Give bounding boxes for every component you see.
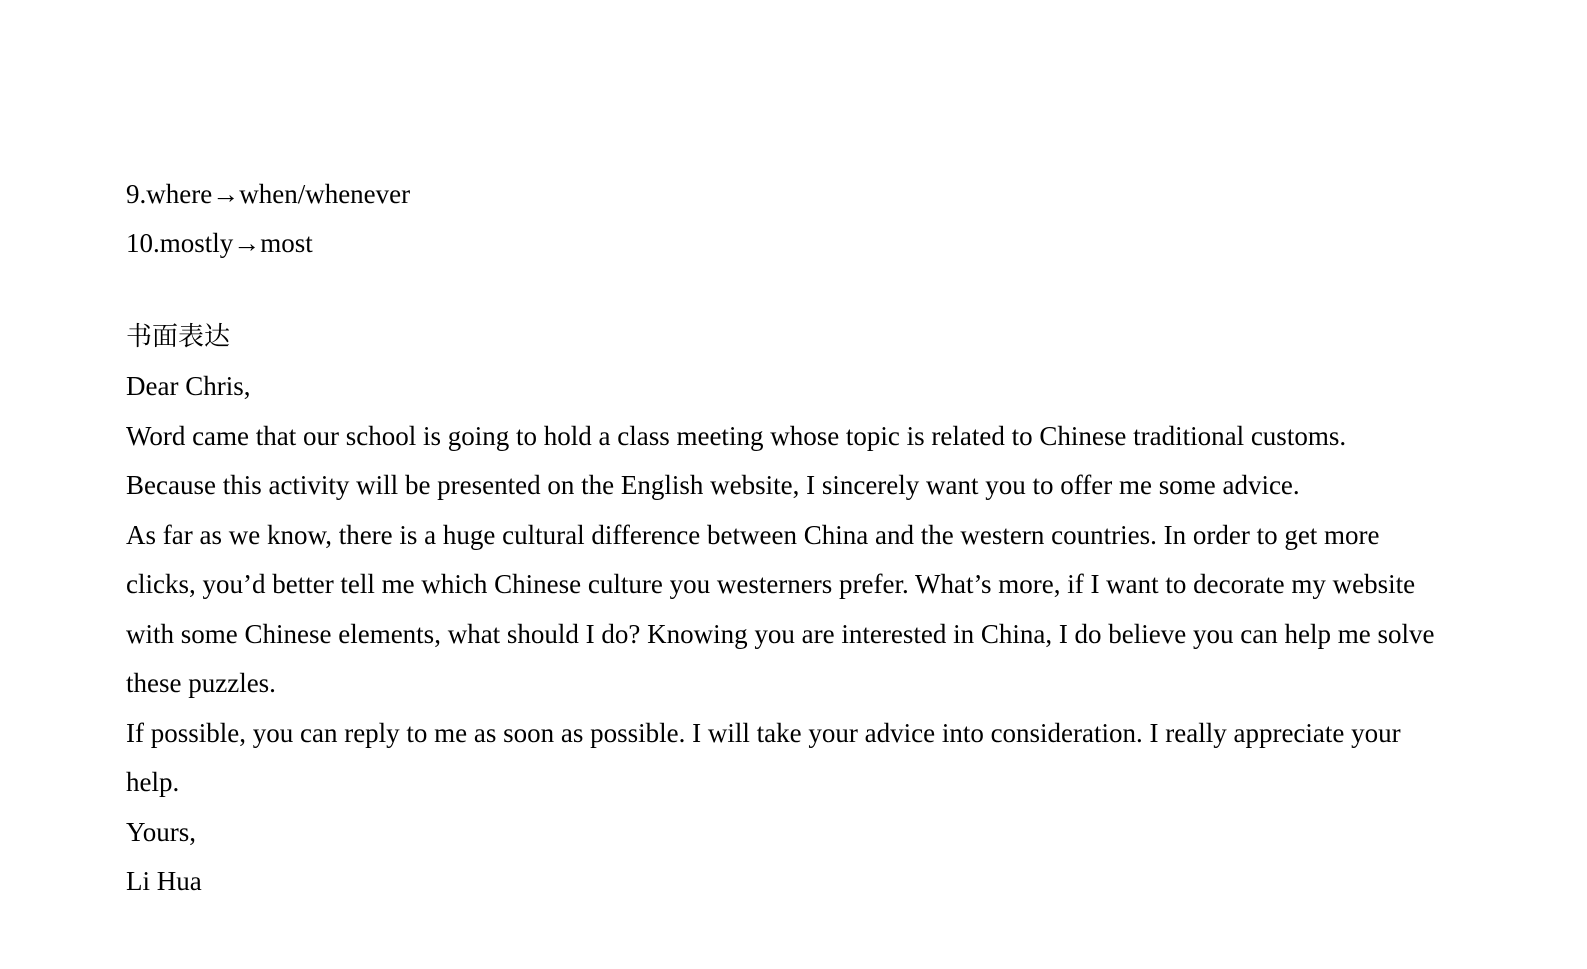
letter-paragraph-3: As far as we know, there is a huge cultural difference between China and the western countries. In order to get more clicks, you’d better tell me which Chinese culture you westerners prefer. What’s more, if I want to decorate my website with some Chinese elements, what should I do? Knowing you are interested in China, I do believe you can help me solve these puzzles. bbox=[126, 519, 1435, 698]
correction-item-9: 9.where→when/whenever bbox=[126, 179, 411, 209]
correction-list bbox=[126, 170, 1467, 268]
letter-salutation: Dear Chris, bbox=[126, 371, 251, 401]
letter-paragraph-4: If possible, you can reply to me as soon as possible. I will take your advice into consideration. I really appreciate your help. bbox=[126, 717, 1401, 797]
letter-paragraph-1: Word came that our school is going to hold a class meeting whose topic is related to Chinese traditional customs. bbox=[126, 420, 1347, 451]
letter-paragraph-2: Because this activity will be presented on the English website, I sincerely want you to offer me some advice. bbox=[126, 470, 1300, 500]
writing-section-heading: 书面表达 bbox=[126, 322, 231, 352]
letter-signature: Li Hua bbox=[126, 866, 202, 896]
letter-closing: Yours, bbox=[126, 816, 197, 847]
correction-item-10: 10.mostly→most bbox=[126, 228, 313, 258]
section-spacer bbox=[126, 268, 1467, 313]
